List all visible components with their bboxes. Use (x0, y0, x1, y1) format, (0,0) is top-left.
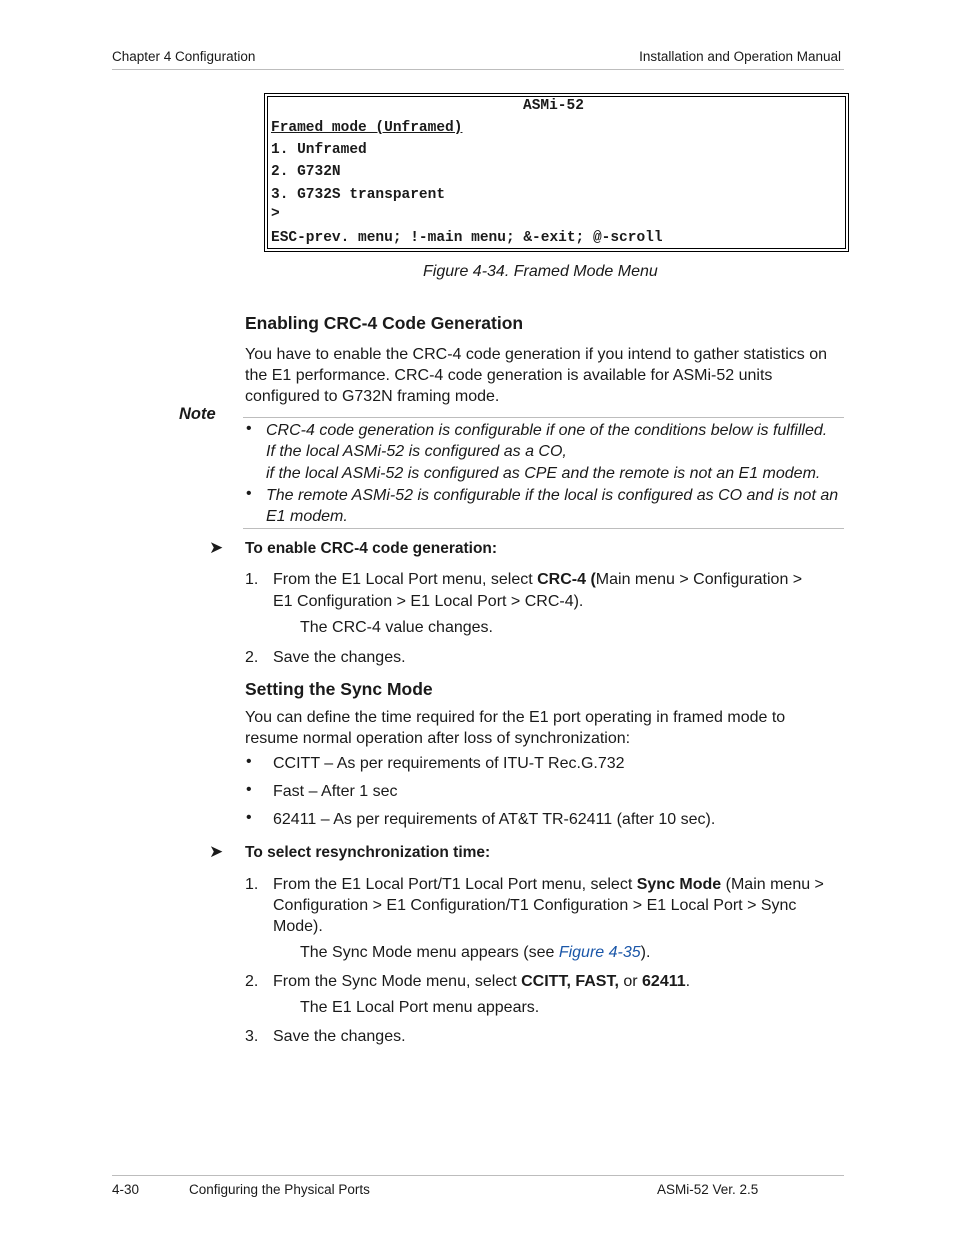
sync-step2-text: From the Sync Mode menu, select (273, 973, 522, 990)
crc4-step1-bold: CRC-4 ( (537, 571, 596, 588)
sync-option-fast: Fast – After 1 sec (273, 783, 398, 800)
sync-step2-result: The E1 Local Port menu appears. (300, 999, 540, 1016)
crc4-step2-text: Save the changes. (273, 649, 406, 666)
sync-option-ccitt: CCITT – As per requirements of ITU-T Rec.G.732 (273, 755, 625, 772)
sync-step2-period: . (685, 973, 691, 990)
sync-step3-text: Save the changes. (273, 1028, 406, 1045)
footer-section: Configuring the Physical Ports (189, 1182, 370, 1197)
header-rule (112, 69, 844, 70)
sync-option-62411: 62411 – As per requirements of AT&T TR-62411 (after 10 sec). (273, 811, 716, 828)
section-heading-crc4: Enabling CRC-4 Code Generation (245, 313, 524, 333)
sync-step3-number: 3. (245, 1028, 259, 1045)
sync-step2-options: CCITT, FAST, (521, 973, 619, 990)
sync-step1-path: (Main menu > (721, 876, 824, 893)
note-b2-line-1: The remote ASMi-52 is configurable if the local is configured as CO and is not an (266, 487, 839, 504)
note-b2-line-2: E1 modem. (266, 508, 348, 525)
sync-bullet-1: • (246, 753, 252, 770)
menu-item-g732s: 3. G732S transparent (271, 187, 446, 203)
sync-para-line-1: You can define the time required for the E1 port operating in framed mode to (245, 709, 786, 726)
sync-step1-line-3: Mode). (273, 918, 323, 935)
menu-prompt: > (271, 206, 280, 222)
menu-title: ASMi-52 (523, 98, 584, 114)
sync-step2-or: or (618, 973, 643, 990)
note-top-rule (243, 417, 844, 418)
header-manual-title: Installation and Operation Manual (639, 49, 841, 64)
sync-bullet-3: • (246, 809, 252, 826)
note-bullet-1: • (246, 420, 252, 437)
sync-step1-result-end: ). (640, 944, 651, 961)
footer-rule (112, 1175, 844, 1176)
sync-bullet-2: • (246, 781, 252, 798)
sync-step2-line (273, 971, 690, 992)
sync-step1-line-2: Configuration > E1 Configuration/T1 Configuration > E1 Local Port > Sync (273, 897, 797, 914)
crc4-step1-line-1 (273, 569, 802, 590)
sync-step1-text: From the E1 Local Port/T1 Local Port menu, select (273, 876, 637, 893)
procedure-arrow-icon: ➤ (209, 842, 224, 861)
crc4-step1-path: Main menu > Configuration > (595, 571, 803, 588)
section-heading-sync-mode: Setting the Sync Mode (245, 679, 433, 699)
footer-page-number: 4-30 (112, 1182, 140, 1197)
sync-step1-line-1 (273, 874, 824, 895)
menu-item-g732n: 2. G732N (271, 164, 341, 180)
crc4-para-line-2: the E1 performance. CRC-4 code generation is available for ASMi-52 units (245, 367, 773, 384)
sync-step1-bold: Sync Mode (636, 876, 722, 893)
sync-step2-option-62411: 62411 (642, 973, 686, 990)
note-b1-line-2: If the local ASMi-52 is configured as a CO, (266, 443, 567, 460)
crc4-procedure-title: To enable CRC-4 code generation: (245, 540, 498, 557)
crc4-step1-line-2: E1 Configuration > E1 Local Port > CRC-4). (273, 593, 584, 610)
sync-procedure-title: To select resynchronization time: (245, 844, 491, 861)
sync-step1-result (300, 942, 650, 963)
crc4-para-line-1: You have to enable the CRC-4 code generation if you intend to gather statistics on (245, 346, 828, 363)
sync-step1-number: 1. (245, 876, 259, 893)
header-chapter: Chapter 4 Configuration (112, 49, 256, 64)
note-bottom-rule (243, 528, 844, 529)
crc4-step1-result: The CRC-4 value changes. (300, 619, 493, 636)
crc4-step1-text: From the E1 Local Port menu, select (273, 571, 538, 588)
note-b1-line-1: CRC-4 code generation is configurable if one of the conditions below is fulfilled. (266, 422, 828, 439)
menu-footer: ESC-prev. menu; !-main menu; &-exit; @-scroll (271, 230, 663, 246)
sync-step1-result-text: The Sync Mode menu appears (see (300, 944, 559, 961)
menu-item-unframed: 1. Unframed (271, 142, 367, 158)
procedure-arrow-icon: ➤ (209, 538, 224, 557)
crc4-step2-number: 2. (245, 649, 259, 666)
note-label: Note (179, 405, 216, 423)
figure-4-35-link[interactable]: Figure 4-35 (558, 944, 641, 961)
footer-doc-version: ASMi-52 Ver. 2.5 (657, 1182, 759, 1197)
sync-step2-number: 2. (245, 973, 259, 990)
crc4-step1-number: 1. (245, 571, 259, 588)
note-b1-line-3: if the local ASMi-52 is configured as CPE and the remote is not an E1 modem. (266, 465, 821, 482)
note-bullet-2: • (246, 485, 252, 502)
menu-subtitle: Framed mode (Unframed) (271, 120, 463, 136)
crc4-para-line-3: configured to G732N framing mode. (245, 388, 500, 405)
sync-para-line-2: resume normal operation after loss of synchronization: (245, 730, 631, 747)
figure-caption: Figure 4-34. Framed Mode Menu (423, 263, 658, 280)
